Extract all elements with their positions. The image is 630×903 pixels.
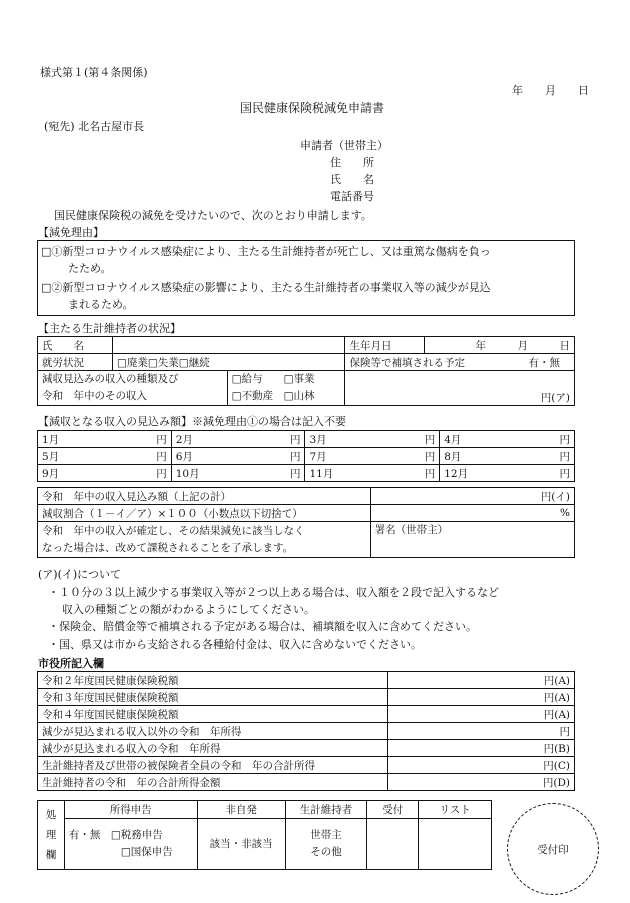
applicant-phone-label: 電話番号	[330, 190, 374, 203]
reason-box	[37, 240, 575, 316]
status-income-options[interactable]: □給与 □事業 □不動産 □山林	[227, 371, 345, 406]
office-row-label: 減少が見込まれる収入の令和 年所得	[38, 740, 388, 757]
supporter-cell[interactable]: 世帯主 その他	[285, 818, 367, 870]
reduction-ratio-label: 減収割合（１－イ／ア）×１００（小数点以下切捨て）	[38, 505, 371, 522]
notes-heading: (ア)(イ)について	[38, 568, 121, 581]
income-summary-table	[37, 487, 575, 558]
signature-field[interactable]: 署名（世帯主）	[370, 522, 574, 558]
month-cell[interactable]: 2月 円	[171, 431, 305, 448]
reason-item-2[interactable]: □②新型コロナウイルス感染症の影響により、主たる生計維持者の事業収入等の減少が見込	[41, 281, 491, 294]
office-row-field[interactable]: 円	[387, 723, 574, 740]
office-row-field[interactable]: 円(B)	[387, 740, 574, 757]
note-1: ・１０分の３以上減少する事業収入等が２つ以上ある場合は、収入額を２段で記入するなど	[48, 586, 499, 599]
month-cell[interactable]: 12月 円	[440, 465, 575, 482]
addressee: (宛先) 北名古屋市長	[44, 120, 145, 133]
process-table	[37, 800, 492, 870]
status-insurance-label: 保険等で補填される予定	[349, 356, 465, 369]
reduced-heading: 【減収となる収入の見込み額】※減免理由①の場合は記入不要	[38, 415, 346, 428]
month-cell[interactable]: 9月 円	[38, 465, 172, 482]
reason-heading: 【減免理由】	[38, 226, 104, 239]
reason-item-1-cont: たため。	[68, 262, 112, 275]
applicant-address-label: 住 所	[330, 156, 374, 169]
office-row-field[interactable]: 円(D)	[387, 774, 574, 791]
office-row-label: 生計維持者及び世帯の被保険者全員の令和 年の合計所得	[38, 757, 388, 774]
received-cell[interactable]	[367, 818, 419, 870]
status-name-field[interactable]	[112, 337, 345, 354]
office-row-field[interactable]: 円(A)	[387, 672, 574, 689]
status-birth-label: 生年月日	[345, 337, 425, 354]
col-received: 受付	[367, 801, 419, 819]
status-income-type-label: 減収見込みの収入の種類及び 令和 年中のその収入	[38, 371, 228, 406]
col-list: リスト	[419, 801, 492, 819]
page-title: 国民健康保険税減免申請書	[240, 101, 385, 115]
status-work-label: 就労状況	[38, 354, 113, 371]
col-tax-return: 所得申告	[64, 801, 197, 819]
office-row-label: 令和２年度国民健康保険税額	[38, 672, 388, 689]
reason-item-1[interactable]: □①新型コロナウイルス感染症により、主たる生計維持者が死亡し、又は重篤な傷病を負っ	[41, 245, 491, 258]
monthly-income-table	[37, 430, 575, 482]
status-insurance[interactable]	[345, 354, 575, 371]
status-birth-field[interactable]: 年 月 日	[425, 337, 575, 354]
month-cell[interactable]: 1月 円	[38, 431, 172, 448]
consent-text: 令和 年中の収入が確定し、その結果減免に該当しなく なった場合は、改めて課税されることを了承します。	[38, 522, 371, 558]
month-cell[interactable]: 3月 円	[305, 431, 440, 448]
status-heading: 【主たる生計維持者の状況】	[38, 322, 181, 335]
status-table	[37, 336, 575, 406]
office-row-field[interactable]: 円(C)	[387, 757, 574, 774]
intro-text: 国民健康保険税の減免を受けたいので、次のとおり申請します。	[54, 209, 372, 222]
office-row-field[interactable]: 円(A)	[387, 689, 574, 706]
tax-return-cell[interactable]: 有・無 □税務申告 □国保申告	[64, 818, 197, 870]
month-cell[interactable]: 4月 円	[440, 431, 575, 448]
reduction-ratio-field[interactable]: %	[370, 505, 574, 522]
note-1-cont: 収入の種類ごとの額がわかるようにしてください。	[62, 603, 315, 616]
status-work-options[interactable]: □廃業□失業□継続	[112, 354, 345, 371]
month-cell[interactable]: 8月 円	[440, 448, 575, 465]
office-row-label: 減少が見込まれる収入以外の令和 年所得	[38, 723, 388, 740]
list-cell[interactable]	[419, 818, 492, 870]
office-row-label: 令和３年度国民健康保険税額	[38, 689, 388, 706]
process-label: 処 理 欄	[38, 801, 65, 870]
month-cell[interactable]: 7月 円	[305, 448, 440, 465]
office-row-label: 令和４年度国民健康保険税額	[38, 706, 388, 723]
month-cell[interactable]: 11月 円	[305, 465, 440, 482]
note-3: ・国、県又は市から支給される各種給付金は、収入に含めないでください。	[48, 638, 422, 651]
status-income-amount[interactable]: 円(ア)	[345, 371, 575, 406]
date-line[interactable]: 年 月 日	[512, 84, 589, 97]
total-income-field[interactable]: 円(イ)	[370, 488, 574, 505]
form-number: 様式第１(第４条関係)	[40, 66, 148, 79]
reception-stamp: 受付印	[507, 803, 599, 895]
col-non-taxable: 非自発	[197, 801, 285, 819]
office-heading: 市役所記入欄	[38, 657, 104, 670]
applicant-name-label: 氏 名	[330, 173, 374, 186]
reason-item-2-cont: まれるため。	[68, 298, 134, 311]
col-supporter: 生計維持者	[285, 801, 367, 819]
office-row-field[interactable]: 円(A)	[387, 706, 574, 723]
office-amount-table	[37, 671, 575, 791]
month-cell[interactable]: 6月 円	[171, 448, 305, 465]
total-income-label: 令和 年中の収入見込み額（上記の計）	[38, 488, 371, 505]
office-row-label: 生計維持者の令和 年の合計所得金額	[38, 774, 388, 791]
month-cell[interactable]: 10月 円	[171, 465, 305, 482]
status-insurance-value[interactable]: 有・無	[528, 356, 560, 369]
month-cell[interactable]: 5月 円	[38, 448, 172, 465]
non-taxable-cell[interactable]: 該当・非該当	[197, 818, 285, 870]
status-name-label: 氏 名	[38, 337, 113, 354]
applicant-heading: 申請者（世帯主）	[300, 139, 388, 152]
note-2: ・保険金、賠償金等で補填される予定がある場合は、補填額を収入に含めてください。	[48, 620, 477, 633]
